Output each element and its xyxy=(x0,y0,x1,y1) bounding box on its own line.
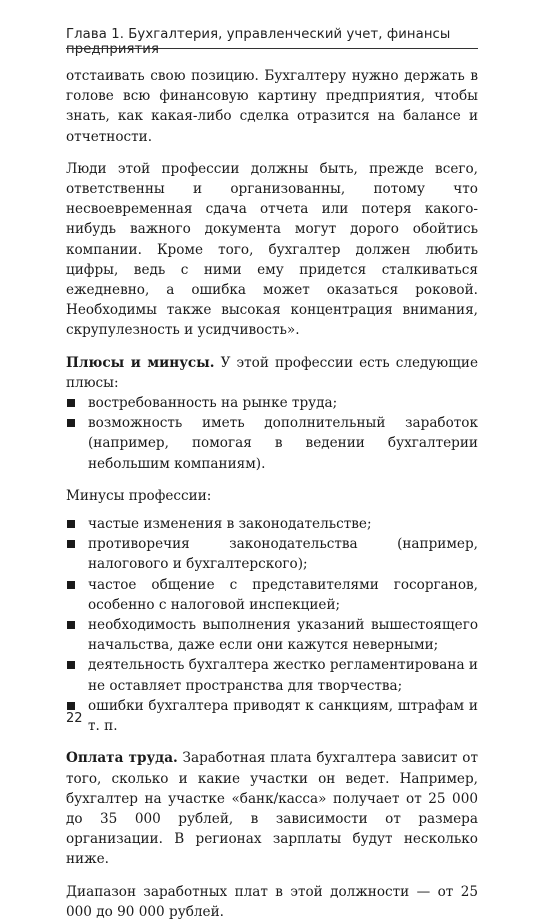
list-item xyxy=(66,393,478,413)
bullet-square-icon xyxy=(67,581,75,589)
pros-list xyxy=(66,393,478,474)
salary-text: Заработная плата бухгалтера зависит от того, сколько и какие участки он ведет. Например, бухгалтер на участке «банк/касса» получает от 25 000 до 35 000 рублей, в зависимости от размера организации. В регионах зарплаты будут несколько ниже. xyxy=(66,750,478,868)
list-item-text: частое общение с представителями госорганов, особенно с налоговой инспекцией; xyxy=(88,576,478,613)
list-item-text: частые изменения в законодательстве; xyxy=(88,516,372,533)
list-item xyxy=(66,534,478,574)
bullet-square-icon xyxy=(67,419,75,427)
list-item-text: востребованность на рынке труда; xyxy=(88,395,338,412)
bullet-square-icon xyxy=(67,540,75,548)
bullet-square-icon xyxy=(67,520,75,528)
running-header: Глава 1. Бухгалтерия, управленческий учет, финансы предприятия xyxy=(66,27,451,57)
list-item-text: деятельность бухгалтера жестко регламентирована и не оставляет пространства для творчества; xyxy=(88,657,478,694)
cons-intro: Минусы профессии: xyxy=(66,487,212,504)
bullet-square-icon xyxy=(67,661,75,669)
pros-cons-heading: Плюсы и минусы. xyxy=(66,354,215,371)
list-item-text: возможность иметь дополнительный заработок (например, помогая в ведении бухгалтерии небольшим компаниям). xyxy=(88,415,478,472)
list-item-text: ошибки бухгалтера приводят к санкциям, штрафам и т. п. xyxy=(88,697,478,735)
page-body xyxy=(66,66,478,922)
pros-cons-intro xyxy=(66,353,478,393)
paragraph-continuation: отстаивать свою позицию. Бухгалтеру нужно держать в голове всю финансовую картину предприятия, чтобы знать, как какая-либо сделка отразится на балансе и отчетности. xyxy=(66,68,478,145)
salary-heading: Оплата труда. xyxy=(66,750,178,767)
salary-paragraph xyxy=(66,748,478,869)
list-item xyxy=(66,575,478,615)
page-number: 22 xyxy=(66,711,83,726)
bullet-square-icon xyxy=(67,702,75,710)
header-divider xyxy=(66,48,478,49)
salary-range-paragraph: Диапазон заработных плат в этой должности — от 25 000 до 90 000 рублей. xyxy=(66,883,478,920)
list-item xyxy=(66,413,478,474)
list-item xyxy=(66,696,478,736)
list-item xyxy=(66,514,478,534)
pros-intro-text: У этой профессии есть следующие плюсы: xyxy=(66,354,479,391)
bullet-square-icon xyxy=(67,399,75,407)
bullet-square-icon xyxy=(67,621,75,629)
cons-list xyxy=(66,514,478,736)
paragraph-quote-end: Люди этой профессии должны быть, прежде всего, ответственны и организованны, потому что несвоевременная сдача отчета или потеря какого-нибудь важного документа могут дорого обойтись компании. Кроме того, бухгалтер должен любить цифры, ведь с ними ему придется сталкиваться ежедневно, а ошибка может оказаться роковой. Необходимы также высокая концентрация внимания, скрупулезность и усидчивость». xyxy=(66,160,478,339)
list-item-text: противоречия законодательства (например, налогового и бухгалтерского); xyxy=(88,536,478,573)
list-item xyxy=(66,615,478,655)
list-item xyxy=(66,655,478,695)
list-item-text: необходимость выполнения указаний вышестоящего начальства, даже если они кажутся неверными; xyxy=(88,617,478,654)
